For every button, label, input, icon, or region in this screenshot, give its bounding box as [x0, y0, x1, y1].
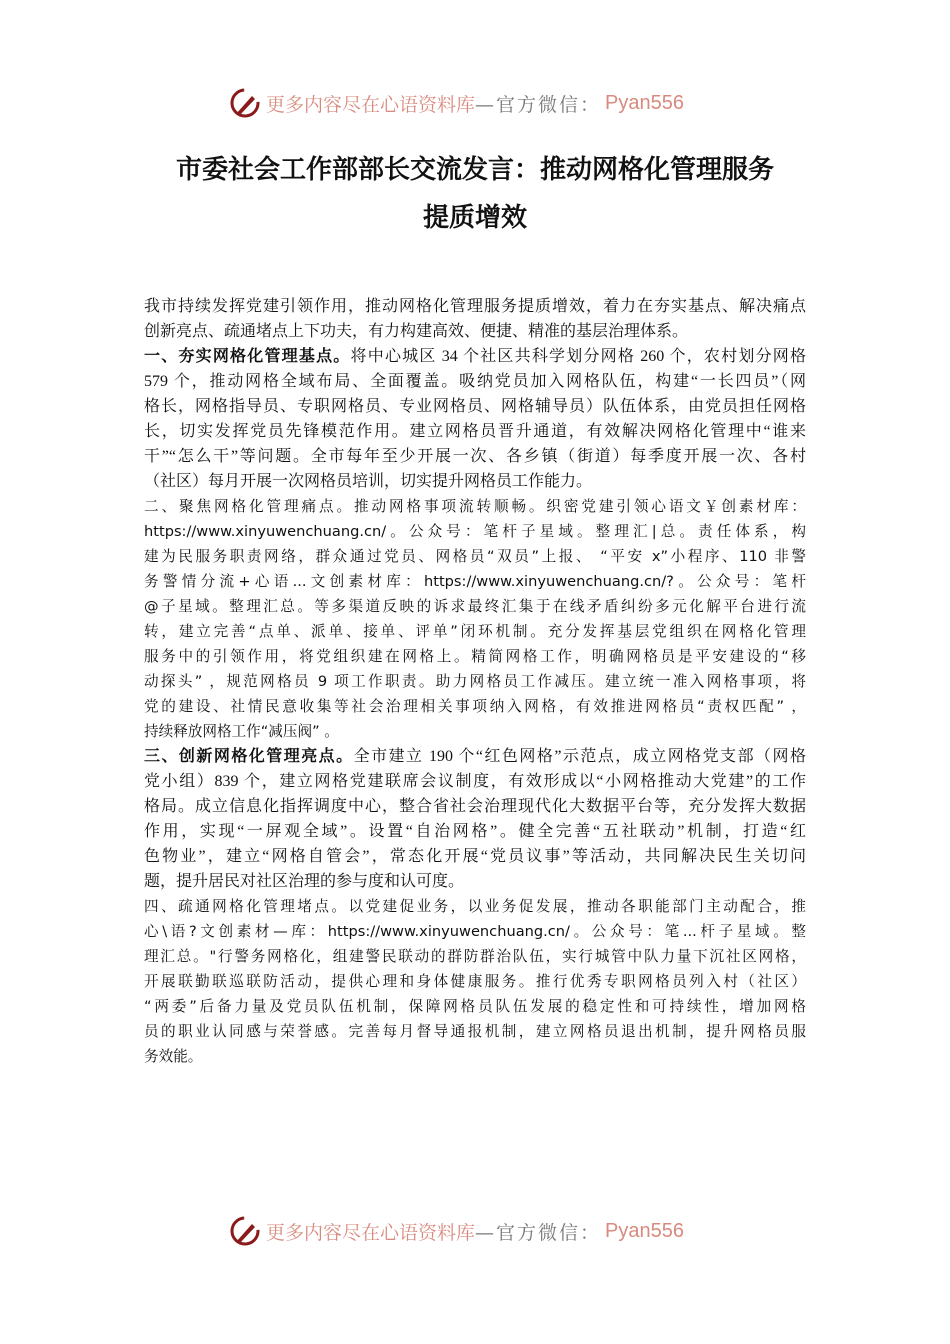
watermark-wechat-id: Pyan556	[605, 1219, 684, 1242]
text-line: 务警情分流+心语...文创素材库：https://www.xinyuwenchuang.cn/?。公众号：笔杆	[144, 573, 806, 590]
section-1-paragraph	[144, 344, 806, 494]
text-line: 题，提升居民对社区治理的参与度和认可度。	[144, 873, 465, 890]
text-line: 心\语?文创素材—库：https://www.xinyuwenchuang.cn/。公众号：笔...杆子星域。整	[144, 923, 806, 940]
text-line: 理汇总。"行警务网格化，组建警民联动的群防群治队伍，实行城管中队力量下沉社区网格，	[144, 948, 806, 965]
text-line: 二、聚焦网格化管理痛点。推动网格事项流转顺畅。织密党建引领心语文￥创素材库：	[144, 498, 806, 515]
watermark-wechat-label: —官方微信：	[475, 1221, 602, 1244]
text-line: 579 个，推动网格全域布局、全面覆盖。吸纳党员加入网格队伍，构建“一长四员”（网	[144, 373, 806, 390]
text-line: @子星域。整理汇总。等多渠道反映的诉求最终汇集于在线矛盾纠纷多元化解平台进行流	[144, 598, 806, 615]
watermark-wechat-id: Pyan556	[605, 91, 684, 114]
text-span: 全市建立 190 个“红色网格”示范点，成立网格党支部（网格	[353, 748, 806, 765]
section-3-paragraph	[144, 744, 806, 894]
title-line-2: 提质增效	[422, 203, 527, 233]
section-2-paragraph	[144, 494, 806, 744]
title-line-1: 市委社会工作部部长交流发言：推动网格化管理服务	[175, 155, 774, 185]
footer-watermark	[228, 1211, 684, 1251]
text-line	[144, 344, 806, 369]
text-line: 四、疏通网格化管理堵点。以党建促业务，以业务促发展，推动各职能部门主动配合，推	[144, 898, 806, 915]
text-line: “两委”后备力量及党员队伍机制，保障网格员队伍发展的稳定性和可持续性，增加网格	[144, 998, 806, 1015]
watermark-text: 更多内容尽在心语资料库	[266, 93, 476, 116]
text-line: 动探头” ，规范网格员 9 项工作职责。助力网格员工作减压。建立统一准入网格事项，将	[144, 673, 806, 690]
text-line	[144, 744, 806, 769]
text-line: 党小组）839 个，建立网格党建联席会议制度，有效形成以“小网格推动大党建”的工作	[144, 773, 806, 790]
text-line: 建为民服务职责网络，群众通过党员、网格员“双员”上报、 “平安 x”小程序、110 非警	[144, 548, 806, 565]
watermark-wechat-label: —官方微信：	[475, 93, 602, 116]
text-line: 员的职业认同感与荣誉感。完善每月督导通报机制，建立网格员退出机制，提升网格员服	[144, 1023, 806, 1040]
text-line: 务效能。	[144, 1048, 203, 1065]
text-line: https://www.xinyuwenchuang.cn/。公众号：笔杆子星域。整理汇|总。责任体系，构	[144, 523, 806, 540]
text-line: （社区）每月开展一次网格员培训，切实提升网格员工作能力。	[144, 473, 593, 490]
text-line: 服务中的引领作用，将党组织建在网格上。精简网格工作，明确网格员是平安建设的“移	[144, 648, 806, 665]
text-line: 色物业”，建立“网格自管会”，常态化开展“党员议事”等活动，共同解决民生关切问	[144, 848, 806, 865]
text-line: 我市持续发挥党建引领作用，推动网格化管理服务提质增效，着力在夯实基点、解决痛点	[144, 298, 806, 315]
header-watermark	[228, 83, 684, 123]
pen-logo-icon	[228, 1214, 262, 1248]
document-body	[144, 294, 806, 1069]
text-line: 长，切实发挥党员先锋模范作用。建立网格员晋升通道，有效解决网格化管理中“谁来	[144, 423, 806, 440]
text-line: 格局。成立信息化指挥调度中心，整合省社会治理现代化大数据平台等，充分发挥大数据	[144, 798, 806, 815]
pen-logo-icon	[228, 86, 262, 120]
text-span: 将中心城区 34 个社区共科学划分网格 260 个，农村划分网格	[350, 348, 806, 365]
section-heading: 三、创新网格化管理亮点。	[144, 748, 354, 765]
text-line: 党的建设、社情民意收集等社会治理相关事项纳入网格，有效推进网格员“责权匹配” ，	[144, 698, 806, 715]
page-title	[120, 146, 830, 242]
section-4-paragraph	[144, 894, 806, 1069]
section-heading: 一、夯实网格化管理基点。	[144, 348, 351, 365]
text-line: 持续释放网格工作“减压阀” 。	[144, 723, 339, 740]
text-line: 格长，网格指导员、专职网格员、专业网格员、网格辅导员）队伍体系，由党员担任网格	[144, 398, 806, 415]
text-line: 转，建立完善“点单、派单、接单、评单”闭环机制。充分发挥基层党组织在网格化管理	[144, 623, 806, 640]
text-line: 创新亮点、疏通堵点上下功夫，有力构建高效、便捷、精准的基层治理体系。	[144, 323, 689, 340]
text-line: 作用，实现“一屏观全域”。设置“自治网格”。健全完善“五社联动”机制，打造“红	[144, 823, 806, 840]
watermark-text: 更多内容尽在心语资料库	[266, 1221, 476, 1244]
intro-paragraph	[144, 294, 806, 344]
text-line: 开展联勤联巡联防活动，提供心理和身体健康服务。推行优秀专职网格员列入村（社区）	[144, 973, 806, 990]
text-line: 干”“怎么干”等问题。全市每年至少开展一次、各乡镇（街道）每季度开展一次、各村	[144, 448, 806, 465]
